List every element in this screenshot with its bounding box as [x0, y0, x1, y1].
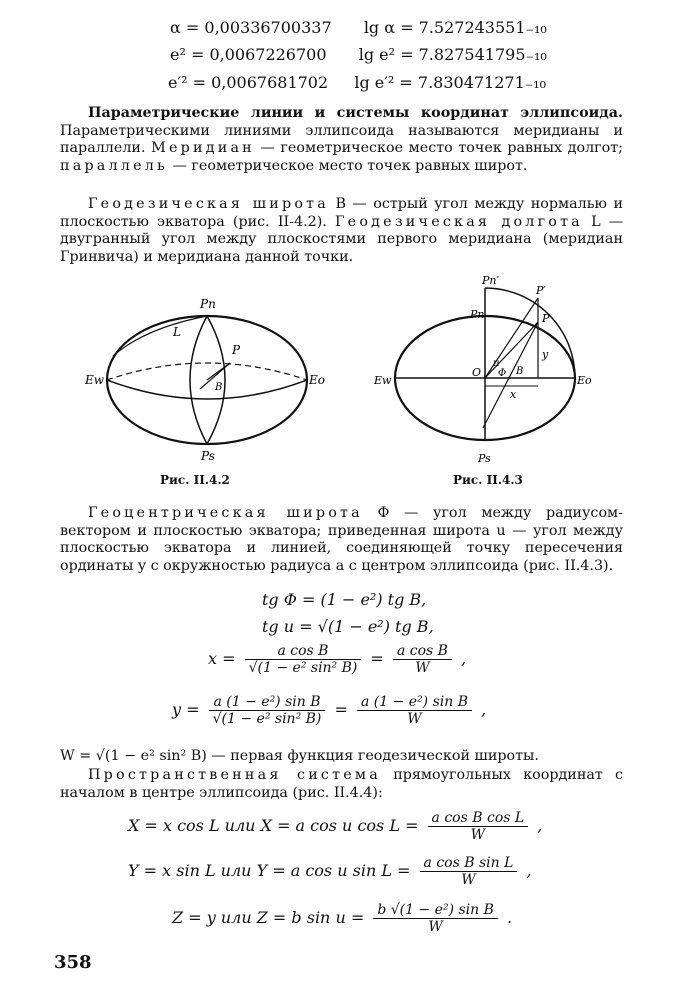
formula-big-z: Z = y или Z = b sin u = $\frac{\text{b √(1 − e²) sin B}}{W}$ . [172, 902, 513, 935]
fraction-numerator: b √(1 − e²) sin B [373, 902, 498, 919]
fraction-numerator: a cos B [393, 643, 452, 660]
label-eo: Eo [309, 373, 325, 387]
text-spatial-system: прямоугольных координат с началом в центре эллипсоида (рис. II.4.4): [60, 767, 624, 801]
label-l: L [173, 325, 181, 339]
constant-e2: e² = 0,0067226700 [170, 45, 327, 64]
fraction-denominator: W [415, 660, 430, 676]
constant-lg-e-prime2: lg e′² = 7.830471271₋₁₀ [354, 73, 547, 92]
fraction-denominator: √(1 − e² sin² B) [248, 660, 358, 676]
paragraph-spatial-system [60, 767, 623, 802]
equator-back [107, 363, 307, 380]
paragraph-title: Параметрические линии и системы координат эллипсоида. [88, 105, 623, 121]
paragraph-geocentric-latitude [60, 505, 623, 575]
constant-alpha: α = 0,00336700337 [170, 18, 332, 37]
formula-x-lhs: x = [208, 649, 236, 668]
label-pn-prime: Pn′ [482, 274, 499, 287]
constant-row-2 [170, 45, 547, 64]
paragraph-parametric-lines [60, 105, 623, 175]
fraction-denominator: W [407, 711, 422, 727]
fraction-numerator: a cos B sin L [420, 855, 518, 872]
fraction-y-2 [357, 694, 472, 727]
fraction-denominator: W [461, 872, 476, 888]
term-geodetic-longitude: Геодезическая долгота [335, 213, 583, 230]
label-pn: Pn [470, 308, 485, 321]
term-spatial-system: Пространственная система [88, 767, 381, 783]
term-geodetic-latitude: Геодезическая широта [88, 196, 330, 212]
definition-meridian: — геометрическое место точек равных долгот; [260, 140, 623, 156]
label-p-prime: P′ [536, 284, 546, 297]
label-pn: Pn [200, 297, 216, 311]
fraction-denominator: √(1 − e² sin² B) [212, 711, 322, 727]
fraction-denominator: W [470, 827, 486, 843]
fraction-big-y [420, 855, 518, 888]
definition-parallel: — геометрическое место точек равных широт. [172, 157, 528, 174]
formula-big-x-lhs: X = x cos L или X = a cos u cos L = [128, 816, 419, 835]
formula-big-y: Y = x sin L или Y = a cos u sin L = $\frac{\text{a cos B sin L}}{W}$ , [128, 855, 532, 888]
figure-ellipsoid-geocentric [370, 268, 600, 468]
fraction-numerator: a (1 − e²) sin B [357, 694, 472, 711]
fraction-big-x [428, 810, 529, 843]
label-eo: Eo [577, 374, 592, 387]
fraction-numerator: a cos B [245, 643, 362, 660]
formula-tg-phi: tg Φ = (1 − e²) tg B, [262, 590, 427, 609]
w-definition: W = √(1 − e² sin² B) — первая функция геодезической широты. [60, 748, 539, 764]
fraction-numerator: a cos B cos L [428, 810, 529, 827]
label-p: P [542, 312, 550, 325]
meridian-arc [113, 316, 207, 356]
fraction-big-z [373, 902, 498, 935]
label-b: B [215, 382, 223, 393]
formula-big-x: X = x cos L или X = a cos u cos L = $\frac{\text{a cos B cos L}}{W}$ , [128, 810, 543, 843]
label-x: x [510, 388, 517, 401]
label-y: y [542, 348, 549, 361]
constant-lg-alpha: lg α = 7.527243551₋₁₀ [363, 18, 547, 37]
radius-vector [485, 322, 538, 378]
term-parallel: параллель [60, 157, 169, 174]
fraction-x-1 [245, 643, 362, 676]
formula-tg-u: tg u = √(1 − e²) tg B, [262, 617, 434, 636]
figure-caption-1: Рис. II.4.2 [160, 473, 230, 487]
label-ew: Ew [85, 373, 105, 387]
formula-big-z-lhs: Z = y или Z = b sin u = [172, 908, 365, 927]
term-geocentric-latitude: Геоцентрическая широта [88, 505, 363, 521]
paragraph-text: Параметрическими линиями эллипсоида называются меридианы и параллели. [60, 122, 623, 156]
fraction-y-1 [209, 694, 326, 727]
constant-lg-e2: lg e² = 7.827541795₋₁₀ [358, 45, 547, 64]
normal-line [483, 322, 538, 428]
paragraph-w-definition [60, 748, 623, 766]
paragraph-geodetic-latitude [60, 196, 623, 266]
label-ps: Ps [478, 452, 491, 465]
page-number: 358 [54, 952, 92, 973]
label-b: B [516, 366, 524, 377]
figure-caption-2: Рис. II.4.3 [453, 473, 523, 487]
label-ps: Ps [201, 449, 215, 463]
fraction-x-2 [393, 643, 452, 676]
label-ew: Ew [374, 374, 392, 387]
term-meridian: Меридиан [151, 140, 255, 156]
figure-ellipsoid-geodetic [85, 288, 335, 463]
formula-y-lhs: y = [172, 700, 200, 719]
formula-x: x = $\frac{\text{a cos B}}{\text{√(1 − e² sin² B)}}$ = $\frac{\text{a cos B}}{W}$ , [208, 643, 467, 676]
label-o: O [472, 366, 482, 379]
constant-row-3 [168, 73, 546, 92]
label-phi: Φ [498, 368, 507, 379]
fraction-numerator: a (1 − e²) sin B [209, 694, 326, 711]
constant-row-1 [170, 18, 547, 37]
constant-e-prime2: e′² = 0,0067681702 [168, 73, 329, 92]
text-geodetic-latitude: B — острый угол между нормалью и плоскостью экватора (рис. II-4.2). [60, 196, 623, 230]
formula-big-y-lhs: Y = x sin L или Y = a cos u sin L = [128, 861, 411, 880]
fraction-denominator: W [428, 919, 443, 935]
label-p: P [232, 343, 241, 357]
text-geodetic-longitude: L — двугранный угол между плоскостями первого меридиана (меридиан Гринвича) и меридиана данной точки. [60, 213, 624, 265]
label-u: u [493, 358, 500, 369]
meridian-prime [190, 316, 207, 444]
formula-y: y = $\frac{\text{a (1 − e²) sin B}}{\text{√(1 − e² sin² B)}}$ = $\frac{\text{a (1 − e²) sin B}}{W}$ , [172, 694, 487, 727]
text-geocentric-latitude: Φ — угол между радиусом-вектором и плоскостью экватора; приведенная широта u — угол между плоскостью экватора и линией, соединяющей точку пересечения ординаты y с окружностью радиуса a с центром эллипсоида (рис. II.4.3). [60, 505, 623, 574]
